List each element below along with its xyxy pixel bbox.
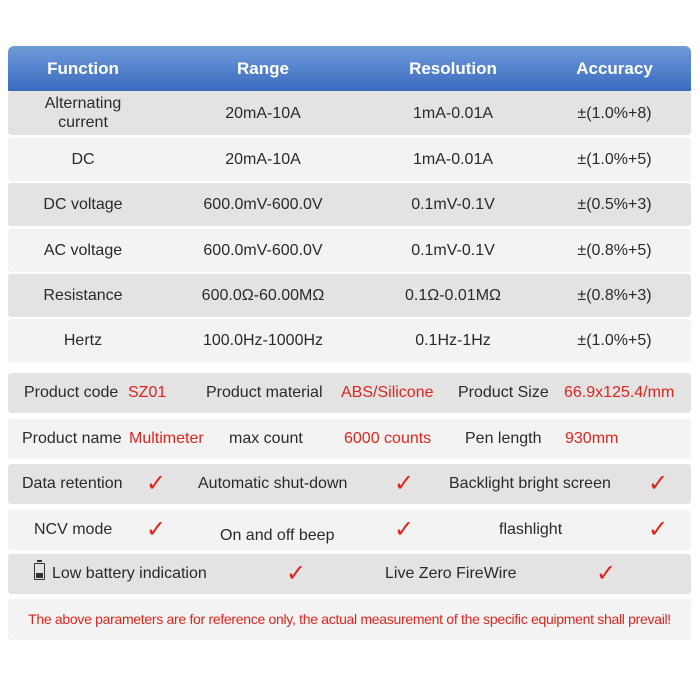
function-cell: Alternating current — [44, 95, 122, 131]
product-material-value: ABS/Silicone — [341, 384, 434, 401]
battery-icon — [34, 563, 45, 580]
accuracy-cell: ±(0.8%+5) — [577, 242, 652, 259]
accuracy-cell: ±(1.0%+5) — [577, 332, 652, 349]
table-row — [8, 138, 691, 181]
check-icon: ✓ — [286, 560, 307, 587]
accuracy-cell: ±(0.5%+3) — [577, 196, 652, 213]
max-count-label: max count — [229, 430, 303, 447]
feature-row — [8, 510, 691, 550]
auto-shutdown-label: Automatic shut-down — [198, 475, 348, 492]
accuracy-cell: ±(0.8%+3) — [577, 287, 652, 304]
product-code-label: Product code — [24, 384, 119, 401]
flashlight-label: flashlight — [499, 521, 563, 538]
table-row — [8, 183, 691, 226]
table-row — [8, 274, 691, 317]
range-cell: 600.0mV-600.0V — [203, 196, 323, 213]
data-retention-label: Data retention — [22, 475, 123, 492]
low-battery-label: Low battery indication — [52, 565, 207, 582]
range-cell: 100.0Hz-1000Hz — [202, 332, 324, 349]
function-cell: Resistance — [43, 287, 123, 304]
check-icon: ✓ — [394, 516, 415, 543]
product-code-value: SZ01 — [128, 384, 167, 401]
header-resolution: Resolution — [409, 58, 497, 78]
header-accuracy: Accuracy — [576, 58, 653, 78]
feature-row — [8, 464, 691, 504]
range-cell: 20mA-10A — [225, 151, 301, 168]
accuracy-cell: ±(1.0%+8) — [577, 104, 652, 122]
resolution-cell: 0.1Hz-1Hz — [415, 332, 491, 349]
header-range: Range — [237, 58, 289, 78]
table-row — [8, 319, 691, 362]
resolution-cell: 0.1Ω-0.01MΩ — [405, 287, 501, 304]
low-battery-item — [34, 554, 207, 594]
table-header — [8, 46, 691, 91]
product-size-value: 66.9x125.4/mm — [564, 384, 675, 401]
product-info-row — [8, 373, 691, 413]
max-count-value: 6000 counts — [344, 430, 432, 447]
product-name-label: Product name — [22, 430, 122, 447]
table-row — [8, 91, 691, 135]
resolution-cell: 0.1mV-0.1V — [411, 242, 495, 259]
table-row — [8, 229, 691, 272]
product-info-row — [8, 419, 691, 459]
resolution-cell: 1mA-0.01A — [412, 151, 494, 168]
pen-length-label: Pen length — [465, 430, 542, 447]
function-cell: DC voltage — [43, 196, 123, 213]
product-size-label: Product Size — [458, 384, 549, 401]
backlight-label: Backlight bright screen — [449, 475, 611, 492]
resolution-cell: 1mA-0.01A — [412, 104, 494, 122]
range-cell: 20mA-10A — [225, 104, 301, 122]
product-name-value: Multimeter — [129, 430, 204, 447]
product-material-label: Product material — [206, 384, 323, 401]
range-cell: 600.0Ω-60.00MΩ — [201, 287, 325, 304]
feature-row — [8, 554, 691, 594]
accuracy-cell: ±(1.0%+5) — [577, 151, 652, 168]
check-icon: ✓ — [146, 516, 167, 543]
check-icon: ✓ — [394, 470, 415, 497]
header-function: Function — [47, 58, 119, 78]
check-icon: ✓ — [648, 516, 669, 543]
check-icon: ✓ — [596, 560, 617, 587]
live-zero-label: Live Zero FireWire — [385, 565, 517, 582]
resolution-cell: 0.1mV-0.1V — [411, 196, 495, 213]
function-cell: Hertz — [63, 332, 103, 349]
disclaimer-note: The above parameters are for reference only, the actual measurement of the specific equipment shall prevail! — [8, 599, 691, 640]
beep-label: On and off beep — [220, 527, 335, 544]
check-icon: ✓ — [648, 470, 669, 497]
function-cell: DC — [71, 151, 95, 168]
check-icon: ✓ — [146, 470, 167, 497]
range-cell: 600.0mV-600.0V — [203, 242, 323, 259]
function-cell: AC voltage — [43, 242, 123, 259]
ncv-mode-label: NCV mode — [34, 521, 113, 538]
pen-length-value: 930mm — [565, 430, 619, 447]
